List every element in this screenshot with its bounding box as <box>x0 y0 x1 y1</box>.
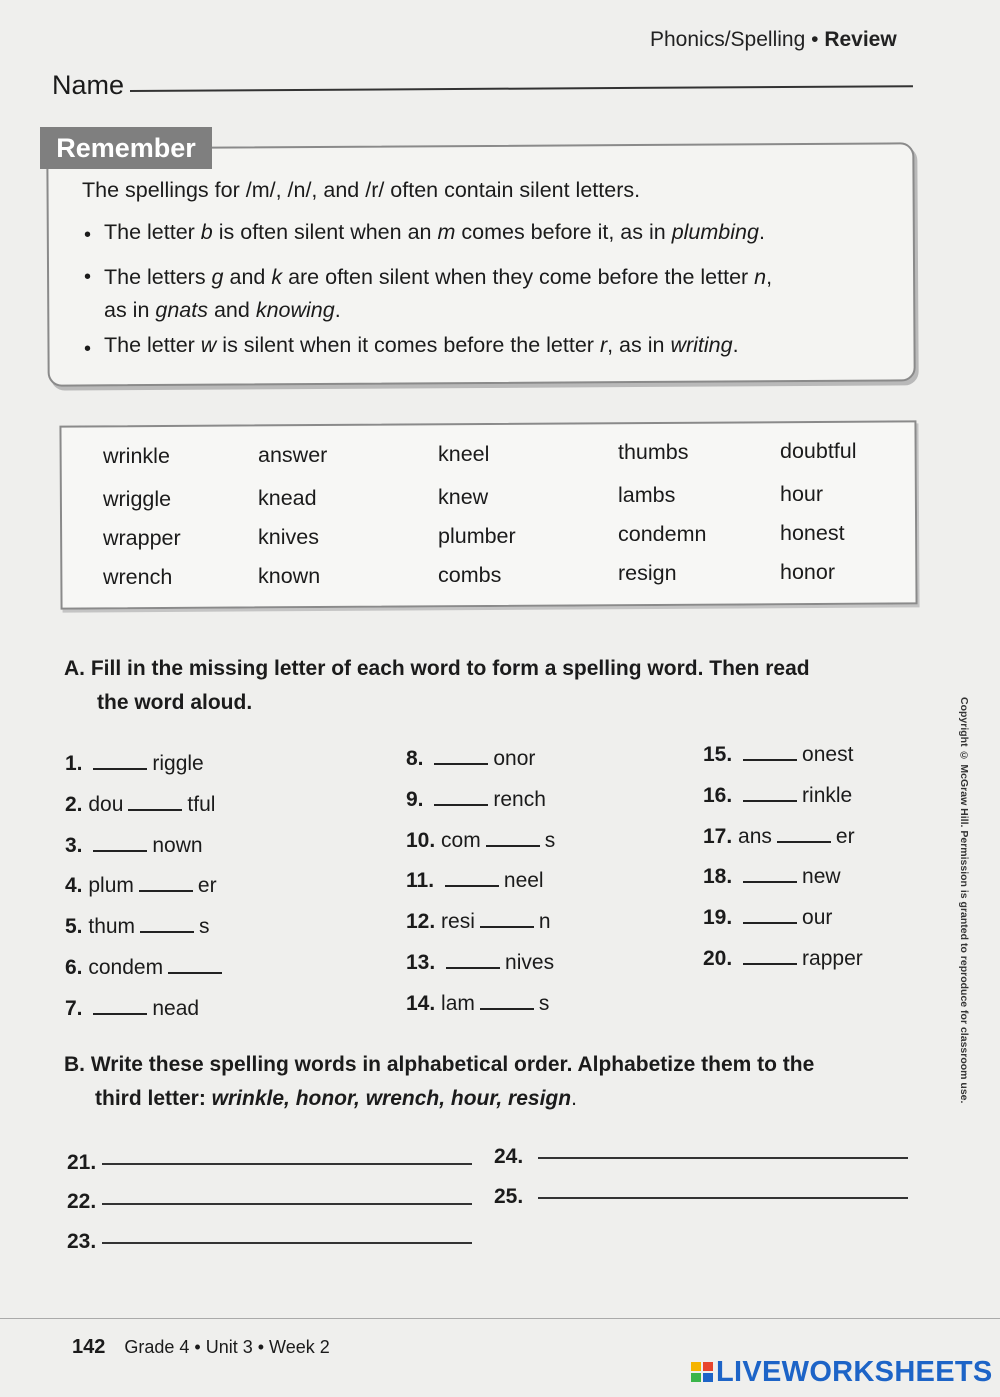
fill-in-item <box>406 869 544 893</box>
item-prefix: condem <box>88 956 164 979</box>
item-suffix: neel <box>503 869 544 893</box>
brand-name: LIVEWORKSHEETS <box>716 1356 993 1388</box>
remember-intro: The spellings for /m/, /n/, and /r/ often contain silent letters. <box>82 178 641 202</box>
bullet-1: • <box>84 224 92 246</box>
spelling-word: hour <box>780 482 824 507</box>
spelling-word: answer <box>258 442 328 467</box>
item-number: 13. <box>406 951 436 974</box>
missing-letter-blank[interactable] <box>743 880 797 883</box>
answer-line-25[interactable] <box>538 1197 908 1199</box>
item-number: 5. <box>65 915 83 939</box>
missing-letter-blank[interactable] <box>743 921 797 924</box>
item-suffix: onor <box>493 747 536 770</box>
fill-in-item <box>703 865 841 889</box>
fill-in-item <box>406 829 555 853</box>
missing-letter-blank[interactable] <box>139 889 193 892</box>
page-header <box>650 28 897 52</box>
item-number: 19. <box>703 906 733 930</box>
item-prefix: lam <box>441 991 475 1015</box>
item-number: 6. <box>65 956 83 979</box>
page-footer <box>72 1336 330 1359</box>
item-prefix: ans <box>738 824 772 848</box>
spelling-word: lambs <box>618 483 676 508</box>
missing-letter-blank[interactable] <box>93 767 147 770</box>
missing-letter-blank[interactable] <box>480 1007 534 1010</box>
answer-number: 25. <box>494 1185 524 1208</box>
item-number: 15. <box>703 743 733 766</box>
fill-in-item <box>406 992 549 1016</box>
spelling-word: wrapper <box>103 526 181 550</box>
spelling-word: plumber <box>438 523 516 548</box>
fill-in-item <box>65 834 203 858</box>
item-number: 4. <box>65 874 83 898</box>
item-number: 16. <box>703 783 733 807</box>
item-suffix: er <box>835 824 855 848</box>
section-b-instructions-line-2: third letter: wrinkle, honor, wrench, hour, resign. <box>95 1087 577 1110</box>
item-prefix: dou <box>88 792 124 816</box>
liveworksheets-icon <box>690 1360 714 1384</box>
missing-letter-blank[interactable] <box>168 971 222 974</box>
spelling-word: kneel <box>438 441 490 466</box>
bullet-3: • <box>84 338 92 360</box>
item-number: 18. <box>703 865 733 889</box>
header-separator: • <box>811 28 819 51</box>
item-number: 20. <box>703 947 733 970</box>
missing-letter-blank[interactable] <box>434 803 488 806</box>
remember-rule-3: The letter w is silent when it comes before the letter r, as in writing. <box>104 333 739 357</box>
remember-rule-1: The letter b is often silent when an m comes before it, as in plumbing. <box>104 220 765 244</box>
item-number: 7. <box>65 996 83 1020</box>
spelling-word: condemn <box>618 522 707 547</box>
missing-letter-blank[interactable] <box>434 762 488 765</box>
item-number: 14. <box>406 991 436 1015</box>
fill-in-item <box>406 910 551 934</box>
fill-in-item <box>703 906 832 930</box>
missing-letter-blank[interactable] <box>140 930 194 933</box>
liveworksheets-logo <box>690 1356 993 1389</box>
item-suffix: rinkle <box>802 783 853 807</box>
spelling-word: resign <box>618 561 677 586</box>
item-number: 10. <box>406 828 436 852</box>
missing-letter-blank[interactable] <box>480 925 534 928</box>
item-number: 3. <box>65 833 83 857</box>
missing-letter-blank[interactable] <box>777 840 831 843</box>
missing-letter-blank[interactable] <box>445 884 499 887</box>
spelling-word: knives <box>258 524 319 549</box>
item-suffix: nown <box>152 833 203 857</box>
item-prefix: plum <box>88 874 134 898</box>
spelling-word: honest <box>780 521 845 546</box>
item-prefix: resi <box>441 910 475 934</box>
fill-in-item <box>65 915 210 939</box>
spelling-word: knead <box>258 485 317 510</box>
item-number: 12. <box>406 910 436 934</box>
fill-in-item <box>703 743 853 767</box>
missing-letter-blank[interactable] <box>743 758 797 761</box>
item-suffix: rench <box>493 787 546 811</box>
missing-letter-blank[interactable] <box>93 849 147 852</box>
section-a-instructions-line-1: A. Fill in the missing letter of each word to form a spelling word. Then read <box>64 657 810 680</box>
answer-number: 21. <box>67 1151 97 1174</box>
spelling-word: wrench <box>103 565 173 589</box>
missing-letter-blank[interactable] <box>446 966 500 969</box>
item-suffix: n <box>538 910 551 934</box>
missing-letter-blank[interactable] <box>128 808 182 811</box>
answer-line-23[interactable] <box>102 1242 472 1244</box>
item-suffix: s <box>538 991 550 1015</box>
spelling-word: wriggle <box>103 487 172 511</box>
spelling-word: thumbs <box>618 440 689 465</box>
item-prefix: thum <box>88 915 136 939</box>
fill-in-item <box>65 874 217 898</box>
item-suffix: nives <box>505 951 555 974</box>
item-prefix: com <box>441 828 481 852</box>
fill-in-item <box>65 752 204 776</box>
spelling-word: honor <box>780 560 835 585</box>
page-number: 142 <box>72 1336 106 1358</box>
answer-number: 22. <box>67 1190 97 1213</box>
item-suffix: s <box>544 828 556 852</box>
fill-in-item <box>703 825 855 849</box>
remember-badge: Remember <box>40 127 212 169</box>
missing-letter-blank[interactable] <box>486 844 540 847</box>
header-type: Review <box>824 28 897 51</box>
section-a-instructions-line-2: the word aloud. <box>97 691 253 714</box>
item-suffix: tful <box>187 792 216 816</box>
answer-number: 24. <box>494 1145 524 1168</box>
item-suffix: riggle <box>152 752 204 775</box>
missing-letter-blank[interactable] <box>743 962 797 965</box>
item-number: 17. <box>703 824 733 848</box>
answer-line-22[interactable] <box>102 1203 472 1205</box>
fill-in-item <box>703 947 863 971</box>
fill-in-item <box>65 956 227 980</box>
item-suffix: nead <box>152 996 200 1020</box>
answer-number: 23. <box>67 1230 97 1253</box>
spelling-word: known <box>258 563 321 588</box>
fill-in-item <box>406 747 535 771</box>
name-label: Name <box>52 70 125 100</box>
footer-divider <box>0 1318 1000 1319</box>
bullet-2: • <box>84 266 92 288</box>
missing-letter-blank[interactable] <box>743 799 797 802</box>
item-number: 11. <box>406 869 435 893</box>
spelling-word: combs <box>438 562 502 587</box>
fill-in-item <box>406 788 546 812</box>
answer-line-21[interactable] <box>102 1163 472 1165</box>
item-number: 9. <box>406 787 424 811</box>
answer-line-24[interactable] <box>538 1157 908 1159</box>
item-number: 8. <box>406 747 424 770</box>
fill-in-item <box>65 793 215 817</box>
item-suffix: new <box>802 865 841 889</box>
footer-info: Grade 4 • Unit 3 • Week 2 <box>124 1337 330 1357</box>
item-number: 2. <box>65 792 83 816</box>
spelling-word: knew <box>438 484 489 509</box>
item-suffix: rapper <box>802 947 863 970</box>
header-subject: Phonics/Spelling <box>650 28 806 51</box>
spelling-word: wrinkle <box>103 444 170 468</box>
item-number: 1. <box>65 752 83 775</box>
item-suffix: our <box>802 906 833 930</box>
copyright-notice: Copyright © McGraw Hill. Permission is granted to reproduce for classroom use. <box>958 697 970 1104</box>
item-suffix: er <box>197 874 217 898</box>
section-b-instructions-line-1: B. Write these spelling words in alphabetical order. Alphabetize them to the <box>64 1053 815 1076</box>
missing-letter-blank[interactable] <box>93 1012 147 1015</box>
name-input-line[interactable] <box>130 85 913 92</box>
spelling-word: doubtful <box>780 439 857 464</box>
fill-in-item <box>703 784 852 808</box>
item-suffix: s <box>199 915 210 939</box>
fill-in-item <box>65 997 199 1021</box>
remember-rule-2: The letters g and k are often silent when they come before the letter n, as in gnats and knowing. <box>104 265 773 322</box>
fill-in-item <box>406 951 554 975</box>
item-suffix: onest <box>802 743 854 766</box>
